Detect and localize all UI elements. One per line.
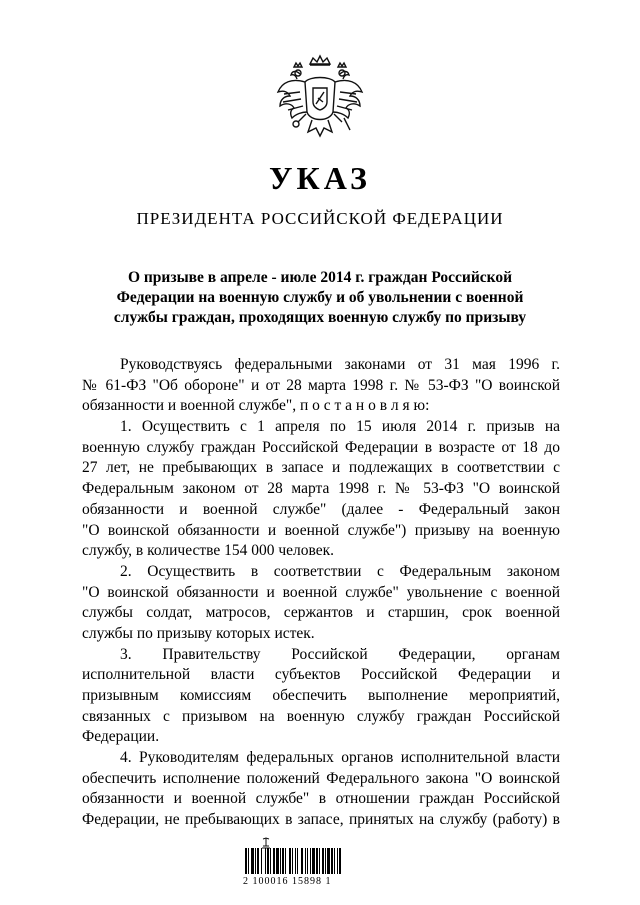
decree-heading <box>80 268 560 328</box>
text-line: связанных с призывом на военную службу граждан Российской <box>82 707 560 725</box>
barcode-bar <box>261 848 262 874</box>
barcode-bar <box>267 848 269 874</box>
barcode-bar <box>307 848 308 874</box>
text-line: 27 лет, не пребывающих в запасе и подлежащих в соответствии с <box>82 459 560 477</box>
text-line: "О воинской обязанности и военной службе" увольнение с военной <box>82 583 560 601</box>
barcode-bar <box>270 848 271 874</box>
text-line: Федерации, не пребывающих в запасе, принятых на службу (работу) в <box>82 811 560 829</box>
barcode-bar <box>316 848 318 874</box>
barcode-bar <box>251 848 254 874</box>
barcode-bar <box>312 848 315 874</box>
text-line: Руководствуясь федеральными законами от 31 мая 1996 г. <box>120 356 560 373</box>
text-line: Федеральным законом от 28 марта 1998 г. № 53-ФЗ "О воинской <box>82 480 560 498</box>
decree-body <box>82 355 560 831</box>
document-subtitle: ПРЕЗИДЕНТА РОССИЙСКОЙ ФЕДЕРАЦИИ <box>136 209 504 228</box>
text-line: службу, в количестве 154 000 человек. <box>82 542 335 560</box>
text-line: 1. Осуществить с 1 апреля по 15 июля 2014 г. призыв на <box>120 418 560 436</box>
barcode-bar <box>325 848 326 874</box>
barcode-bar <box>322 848 324 874</box>
text-line: № 61-ФЗ "Об обороне" и от 28 марта 1998 г. № 53-ФЗ "О воинской <box>82 376 560 394</box>
barcode-bar <box>285 848 286 874</box>
paragraph-preamble <box>82 355 560 417</box>
barcode-number: 2 100016 15898 1 <box>243 876 332 887</box>
text-line: призывным комиссиям обеспечить выполнение мероприятий, <box>82 687 560 704</box>
barcode-bar <box>297 848 298 874</box>
heading-line: службы граждан, проходящих военную службу по призыву <box>113 309 527 326</box>
text-line: исполнительной власти субъектов Российской Федерации и <box>82 666 560 684</box>
heading-line: Федерации на военную службу и об увольнении с военной <box>116 289 524 306</box>
barcode-bar <box>339 848 341 874</box>
text-line: службы по призыву которых истек. <box>82 624 315 642</box>
barcode-bar <box>334 848 335 874</box>
paragraph-item-3 <box>82 645 560 748</box>
text-line: службы солдат, матросов, сержантов и старшин, срок военной <box>82 604 560 622</box>
barcode-bar <box>337 848 338 874</box>
text-line: "О воинской обязанности и военной службе") призыву на военную <box>82 521 560 539</box>
text-line: 2. Осуществить в соответствии с Федеральным законом <box>120 562 560 580</box>
barcode-bar <box>276 848 279 874</box>
barcode-bar <box>282 848 284 874</box>
text-line: 3. Правительству Российской Федерации, органам <box>120 645 560 663</box>
barcode-bar <box>289 848 291 874</box>
barcode-bar <box>257 848 259 874</box>
publisher-mark-icon <box>261 836 271 848</box>
barcode <box>243 848 405 874</box>
barcode-bar <box>280 848 281 874</box>
text-line: обязанности и военной службе", п о с т а н о в л я ю: <box>82 397 430 415</box>
paragraph-item-2 <box>82 562 560 645</box>
barcode-bar <box>292 848 293 874</box>
text-line: обязанности и военной службе" в отношении граждан Российской <box>82 790 560 808</box>
double-headed-eagle-emblem-icon <box>270 52 370 152</box>
barcode-bar <box>331 848 333 874</box>
barcode-bar <box>273 848 275 874</box>
text-line: военную службу граждан Российской Федерации в возрасте от 18 до <box>82 438 560 456</box>
paragraph-item-4 <box>82 748 560 831</box>
paragraph-item-1 <box>82 417 560 562</box>
barcode-bar <box>327 848 330 874</box>
barcode-bar <box>295 848 296 874</box>
barcode-bar <box>248 848 249 874</box>
barcode-bar <box>301 848 303 874</box>
text-line: обязанности и военной службе" (далее - Федеральный закон <box>82 500 560 518</box>
document-title: УКАЗ <box>269 160 371 196</box>
barcode-bar <box>310 848 311 874</box>
barcode-bar <box>265 848 266 874</box>
barcode-bar <box>255 848 256 874</box>
text-line: обеспечить исполнение положений Федерального закона "О воинской <box>82 769 560 787</box>
text-line: Федерации. <box>82 728 160 746</box>
text-line: 4. Руководителям федеральных органов исполнительной власти <box>120 749 560 767</box>
barcode-bar <box>319 848 320 874</box>
heading-line: О призыве в апреле - июле 2014 г. граждан Российской <box>127 269 513 286</box>
barcode-bar <box>245 848 247 874</box>
barcode-bar <box>305 848 306 874</box>
